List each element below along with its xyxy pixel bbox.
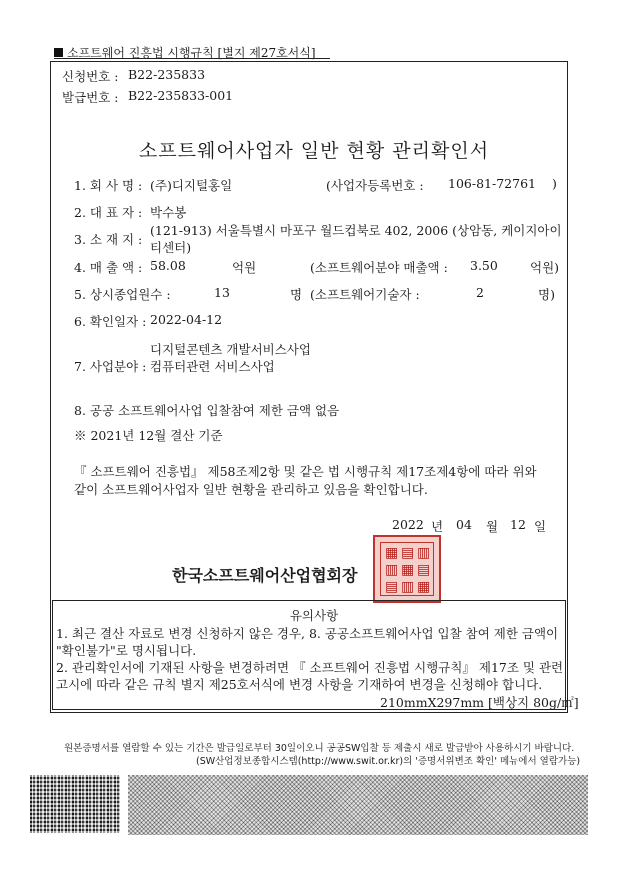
notice-line2: "확인불가"로 명시됩니다. [56, 643, 197, 658]
business-line1: 디지털콘텐츠 개발서비스사업 [150, 342, 311, 357]
reg-no-label: (사업자등록번호 : [326, 178, 424, 193]
form-label-underline [54, 58, 330, 59]
application-no: B22-235833 [128, 67, 206, 82]
confirm-date-value: 2022-04-12 [150, 312, 223, 327]
address-line2: 티센터) [150, 240, 192, 255]
notice-title: 유의사항 [289, 608, 339, 623]
business-line2: 컴퓨터관련 서비스사업 [150, 359, 275, 374]
official-seal-icon: ▦ ▤ ▥ ▥ ▦ ▤ ▤ ▥ ▦ [373, 535, 441, 603]
footer-line2: (SW산업정보종합시스템(http://www.swit.or.kr)의 '증명서위변조 확인' 메뉴에서 열람가능) [196, 756, 581, 767]
ceo-value: 박수봉 [150, 205, 187, 220]
footer-line1: 원본증명서를 열람할 수 있는 기간은 발급일로부터 30일이오니 공공SW입찰 등 제출시 새로 발급받아 사용하시기 바랍니다. [64, 743, 575, 754]
ceo-label: 2. 대 표 자 : [74, 205, 143, 220]
company-label: 1. 회 사 명 : [74, 178, 143, 193]
business-label: 7. 사업분야 : [74, 359, 147, 374]
sales-label: 4. 매 출 액 : [74, 260, 143, 275]
statement-line2: 같이 소프트웨어사업자 일반 현황을 관리하고 있음을 확인합니다. [74, 482, 428, 497]
date-month: 04 [456, 517, 472, 532]
employees-label: 5. 상시종업원수 : [74, 287, 171, 302]
date-day-unit: 일 [534, 519, 547, 534]
square-bullet-icon [54, 48, 63, 57]
item8-text: 8. 공공 소프트웨어사업 입찰참여 제한 금액 없음 [74, 403, 340, 418]
sales-value: 58.08 [150, 258, 186, 273]
tech-label: (소프트웨어기술자 : [310, 287, 420, 302]
address-line1: (121-913) 서울특별시 마포구 월드컵북로 402, 2006 (상암동, 케이지아이 [150, 223, 562, 238]
issuer-name: 한국소프트웨어산업협회장 [172, 566, 358, 585]
security-barcode-icon [128, 775, 588, 835]
2d-barcode-icon [30, 775, 120, 833]
notice-line1: 1. 최근 결산 자료로 변경 신청하지 않은 경우, 8. 공공소프트웨어사업 입찰 참여 제한 금액이 [56, 626, 559, 641]
date-year-unit: 년 [431, 519, 444, 534]
date-month-unit: 월 [486, 519, 499, 534]
address-label: 3. 소 재 지 : [74, 232, 143, 247]
tech-value: 2 [476, 285, 484, 300]
issue-no: B22-235833-001 [128, 88, 234, 103]
notice-line4: 고시에 따라 같은 규칙 별지 제25호서식에 변경 사항을 기재하여 변경을 신청해야 합니다. [56, 677, 543, 692]
date-year: 2022 [392, 517, 424, 532]
employees-value: 13 [214, 285, 230, 300]
notice-line3: 2. 관리확인서에 기재된 사항을 변경하려면 『 소프트웨어 진흥법 시행규칙』 제17조 및 관련 [56, 660, 564, 675]
reg-no-close: ) [552, 176, 557, 191]
employees-unit: 명 [290, 287, 303, 302]
sw-sales-label: (소프트웨어분야 매출액 : [310, 260, 448, 275]
form-label-text: 소프트웨어 진흥법 시행규칙 [별지 제27호서식] [67, 46, 316, 60]
issue-no-label: 발급번호 : [62, 90, 119, 105]
confirm-date-label: 6. 확인일자 : [74, 314, 147, 329]
page-title: 소프트웨어사업자 일반 현황 관리확인서 [138, 140, 490, 162]
company-value: (주)디지털홍일 [150, 178, 233, 193]
date-day: 12 [510, 517, 526, 532]
tech-unit: 명) [538, 287, 555, 302]
paper-spec: 210mmX297mm [백상지 80g/㎡] [380, 695, 579, 710]
sw-sales-unit: 억원) [530, 260, 560, 275]
sw-sales-value: 3.50 [470, 258, 498, 273]
sales-unit: 억원 [232, 260, 257, 275]
application-no-label: 신청번호 : [62, 69, 119, 84]
reg-no-value: 106-81-72761 [448, 176, 536, 191]
statement-line1: 『 소프트웨어 진흥법』 제58조제2항 및 같은 법 시행규칙 제17조제4항에 따라 위와 [74, 464, 537, 479]
settlement-note: ※ 2021년 12월 결산 기준 [74, 428, 223, 443]
